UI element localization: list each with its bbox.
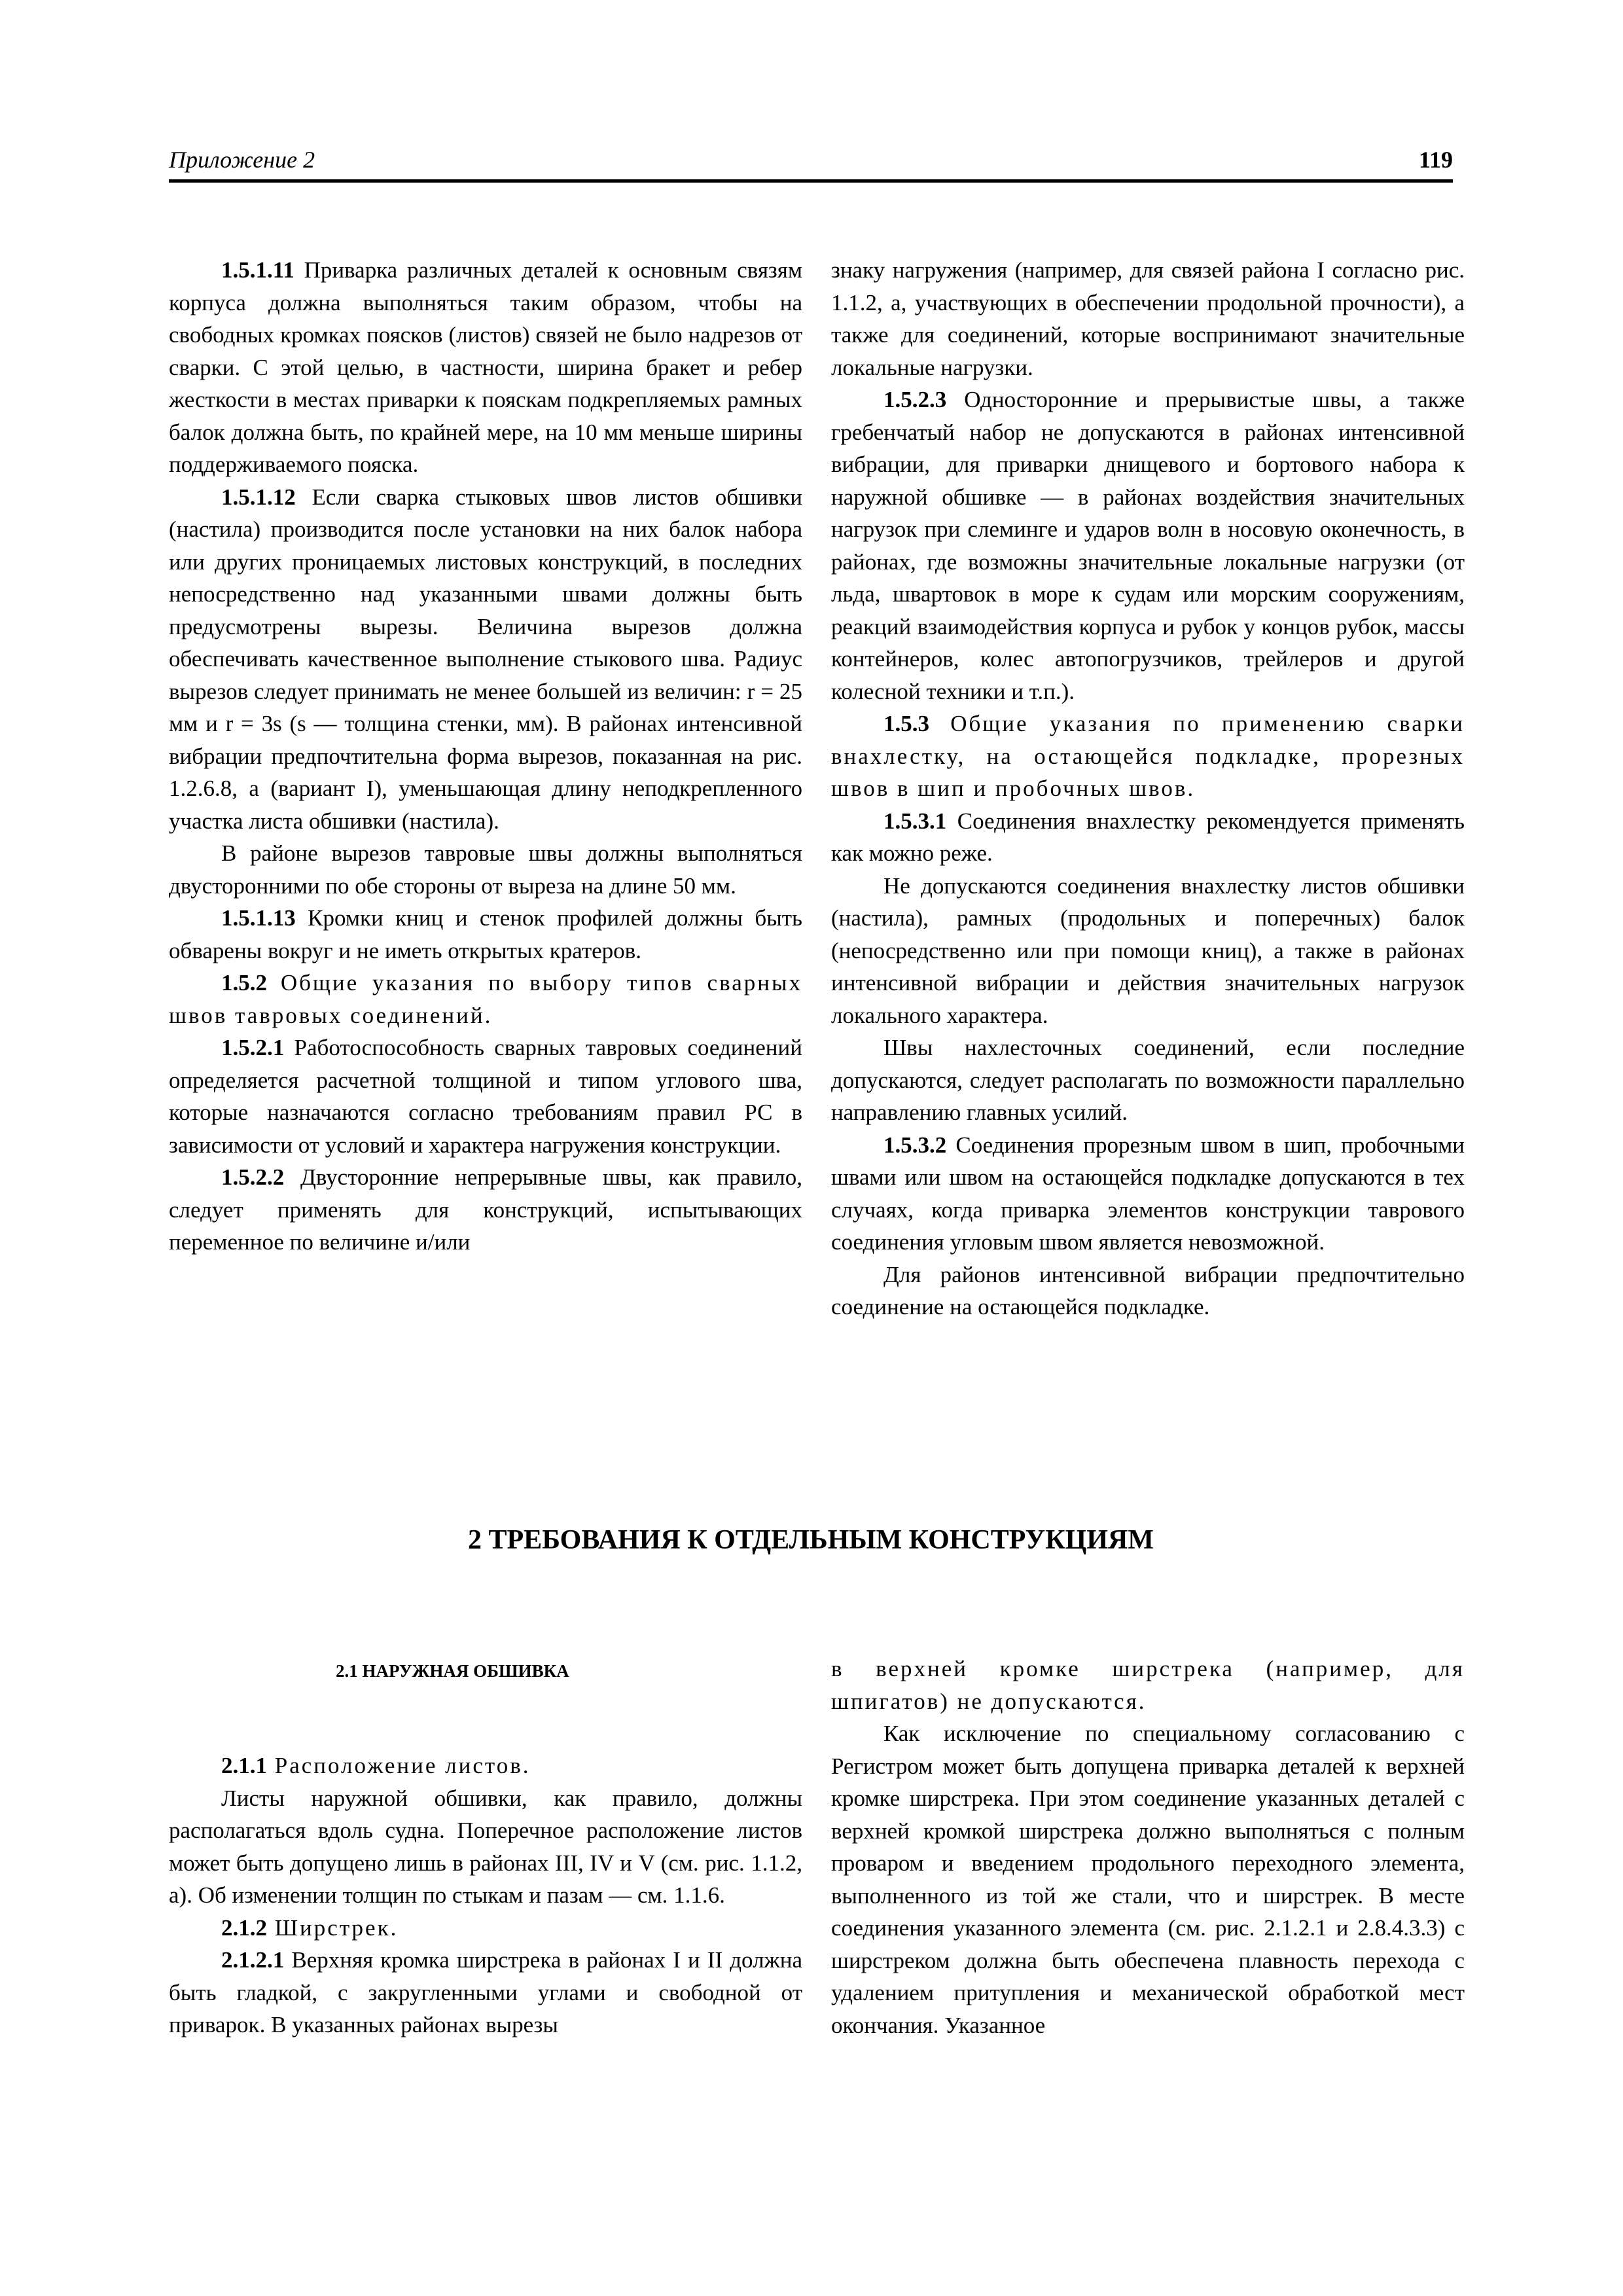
top-left-column [169, 254, 802, 1259]
paragraph: 1.5.3.2 Соединения прорезным швом в шип, пробочными швами или швом на остающейся подкладке допускаются в тех случаях, когда приварка элементов конструкции таврового соединения угловым швом является невозможной. [831, 1132, 1465, 1255]
paragraph: 1.5.1.13 Кромки книц и стенок профилей должны быть обварены вокруг и не иметь открытых кратеров. [169, 905, 802, 963]
running-title: Приложение 2 [169, 147, 315, 173]
section-title: 2.1 НАРУЖНАЯ ОБШИВКА [336, 1661, 569, 1681]
paragraph: 1.5.2.2 Двусторонние непрерывные швы, как правило, следует применять для конструкций, испытывающих переменное по величине и/или [169, 1164, 802, 1255]
paragraph: В районе вырезов тавровые швы должны выполняться двусторонними по обе стороны от выреза на длине 50 мм. [169, 840, 802, 899]
subsection-heading: 2.1.2 Ширстрек. [221, 1914, 399, 1941]
paragraph: 1.5.1.12 Если сварка стыковых швов листов обшивки (настила) производится после установки на них балок набора или других проницаемых листовых конструкций, в последних непосредственно над указанными швами должны быть предусмотрены вырезы. Величина вырезов должна обеспечивать качественное выполнение стыкового шва. Радиус вырезов следует принимать не менее большей из величин: r = 25 мм и r = 3s (s — толщина стенки, мм). В районах интенсивной вибрации предпочтительна форма вырезов, показанная на рис. 1.2.6.8, а (вариант I), уменьшающая длину неподкрепленного участка листа обшивки (настила). [169, 484, 802, 834]
paragraph: 2.1.2.1 Верхняя кромка ширстрека в районах I и II должна быть гладкой, с закругленными углами и свободной от приварок. В указанных районах вырезы [169, 1947, 802, 2037]
paragraph: 1.5.2.3 Односторонние и прерывистые швы, а также гребенчатый набор не допускаются в районах интенсивной вибрации, для приварки днищевого и бортового набора к наружной обшивке — в районах воздействия значительных нагрузок при слеминге и ударов волн в носовую оконечность, в районах, где возможны значительные локальные нагрузки (от льда, швартовок в море к судам или морским сооружениям, реакций взаимодействия корпуса и рубок у концов рубок, массы контейнеров, колес автопогрузчиков, трейлеров и другой колесной техники и т.п.). [831, 387, 1465, 704]
chapter-title: 2 ТРЕБОВАНИЯ К ОТДЕЛЬНЫМ КОНСТРУКЦИЯМ [468, 1525, 1154, 1555]
paragraph: знаку нагружения (например, для связей района I согласно рис. 1.1.2, а, участвующих в обеспечении продольной прочности), а также для соединений, которые воспринимают значительные локальные нагрузки. [831, 257, 1465, 380]
subsection-heading: 1.5.2 Общие указания по выбору типов сварных швов тавровых соединений. [169, 970, 802, 1028]
paragraph: 1.5.2.1 Работоспособность сварных тавровых соединений определяется расчетной толщиной и типом углового шва, которые назначаются согласно требованиям правил РС в зависимости от условий и характера нагружения конструкции. [169, 1035, 802, 1158]
paragraph: Швы нахлесточных соединений, если последние допускаются, следует располагать по возможности параллельно направлению главных усилий. [831, 1035, 1465, 1125]
page-header [169, 143, 1453, 183]
paragraph: 1.5.1.11 Приварка различных деталей к основным связям корпуса должна выполняться таким образом, чтобы на свободных кромках поясков (листов) связей не было надрезов от сварки. С этой целью, в частности, ширина бракет и ребер жесткости в местах приварки к пояскам подкрепляемых рамных балок должна быть, по крайней мере, на 10 мм меньше ширины поддерживаемого пояска. [169, 257, 802, 477]
subsection-heading: 1.5.3 Общие указания по применению сварки внахлестку, на остающейся подкладке, прорезных швов в шип и пробочных швов. [831, 711, 1465, 801]
paragraph: Листы наружной обшивки, как правило, должны располагаться вдоль судна. Поперечное расположение листов может быть допущено лишь в районах III, IV и V (см. рис. 1.1.2, а). Об изменении толщин по стыкам и пазам — см. 1.1.6. [169, 1785, 802, 1908]
bottom-left-column [169, 1640, 802, 2041]
top-right-column [831, 254, 1465, 1323]
bottom-right-column [831, 1653, 1465, 2041]
paragraph: Для районов интенсивной вибрации предпочтительно соединение на остающейся подкладке. [831, 1261, 1465, 1319]
paragraph: Как исключение по специальному согласованию с Регистром может быть допущена приварка деталей к верхней кромке ширстрека. При этом соединение указанных деталей с верхней кромкой ширстрека должно выполняться с полным проваром и введением продольного переходного элемента, выполненного из той же стали, что и ширстрек. В месте соединения указанного элемента (см. рис. 2.1.2.1 и 2.8.4.3.3) с ширстреком должна быть обеспечена плавность перехода с удалением притупления и механической обработкой мест окончания. Указанное [831, 1721, 1465, 2038]
subsection-heading: 2.1.1 Расположение листов. [221, 1753, 531, 1778]
paragraph: 1.5.3.1 Соединения внахлестку рекомендуется применять как можно реже. [831, 808, 1465, 866]
page-number: 119 [1418, 147, 1453, 173]
paragraph: в верхней кромке ширстрека (например, для шпигатов) не допускаются. [831, 1656, 1465, 1714]
paragraph: Не допускаются соединения внахлестку листов обшивки (настила), рамных (продольных и поперечных) балок (непосредственно или при помощи книц), а также в районах интенсивной вибрации и действия значительных нагрузок локального характера. [831, 872, 1465, 1028]
